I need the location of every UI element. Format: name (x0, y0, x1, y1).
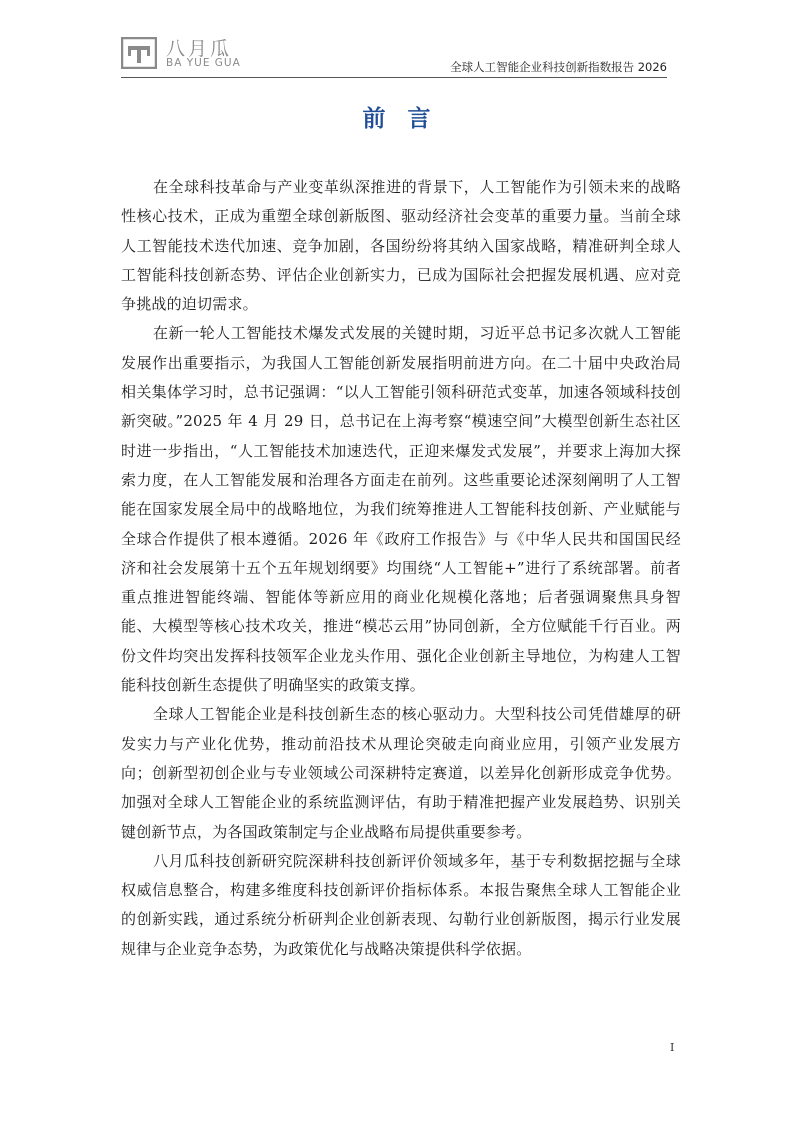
page-header (0, 0, 793, 80)
body-text (121, 173, 681, 964)
paragraph-2: 在新一轮人工智能技术爆发式发展的关键时期，习近平总书记多次就人工智能发展作出重要指示，为我国人工智能创新发展指明前进方向。在二十届中央政治局相关集体学习时，总书记强调：“以人工智能引领科研范式变革，加速各领域科技创新突破。”2025 年 4 月 29 日，总书记在上海考察“模速空间”大模型创新生态社区时进一步指出，“人工智能技术加速迭代，正迎来爆发式发展”，并要求上海加大探索力度，在人工智能发展和治理各方面走在前列。这些重要论述深刻阐明了人工智能在国家发展全局中的战略地位，为我们统筹推进人工智能科技创新、产业赋能与全球合作提供了根本遵循。2026 年《政府工作报告》与《中华人民共和国国民经济和社会发展第十五个五年规划纲要》均围绕“人工智能+”进行了系统部署。前者重点推进智能终端、智能体等新应用的商业化规模化落地；后者强调聚焦具身智能、大模型等核心技术攻关，推进“模芯云用”协同创新，全方位赋能千行百业。两份文件均突出发挥科技领军企业龙头作用、强化企业创新主导地位，为构建人工智能科技创新生态提供了明确坚实的政策支撑。 (121, 324, 681, 695)
logo-mark-icon (121, 37, 157, 69)
logo-chinese-name: 八月瓜 (166, 38, 233, 60)
report-title: 全球人工智能企业科技创新指数报告 2026 (450, 60, 667, 74)
logo-text (166, 36, 276, 72)
logo-english-name: BA YUE GUA (166, 57, 241, 69)
paragraph-3: 全球人工智能企业是科技创新生态的核心驱动力。大型科技公司凭借雄厚的研发实力与产业化优势，推动前沿技术从理论突破走向商业应用，引领产业发展方向；创新型初创企业与专业领域公司深耕特定赛道，以差异化创新形成竞争优势。加强对全球人工智能企业的系统监测评估，有助于精准把握产业发展趋势、识别关键创新节点，为各国政策制定与企业战略布局提供重要参考。 (121, 705, 681, 841)
header-divider (121, 77, 667, 78)
page-title: 前言 (362, 106, 453, 132)
bayuegua-logo (121, 36, 261, 72)
paragraph-1: 在全球科技革命与产业变革纵深推进的背景下，人工智能作为引领未来的战略性核心技术，正成为重塑全球创新版图、驱动经济社会变革的重要力量。当前全球人工智能技术迭代加速、竞争加剧，各国纷纷将其纳入国家战略，精准研判全球人工智能科技创新态势、评估企业创新实力，已成为国际社会把握发展机遇、应对竞争挑战的迫切需求。 (121, 178, 681, 314)
paragraph-4: 八月瓜科技创新研究院深耕科技创新评价领域多年，基于专利数据挖掘与全球权威信息整合，构建多维度科技创新评价指标体系。本报告聚焦全球人工智能企业的创新实践，通过系统分析研判企业创新表现、勾勒行业创新版图，揭示行业发展规律与企业竞争态势，为政策优化与战略决策提供科学依据。 (121, 851, 681, 958)
page-number: I (670, 1041, 675, 1054)
